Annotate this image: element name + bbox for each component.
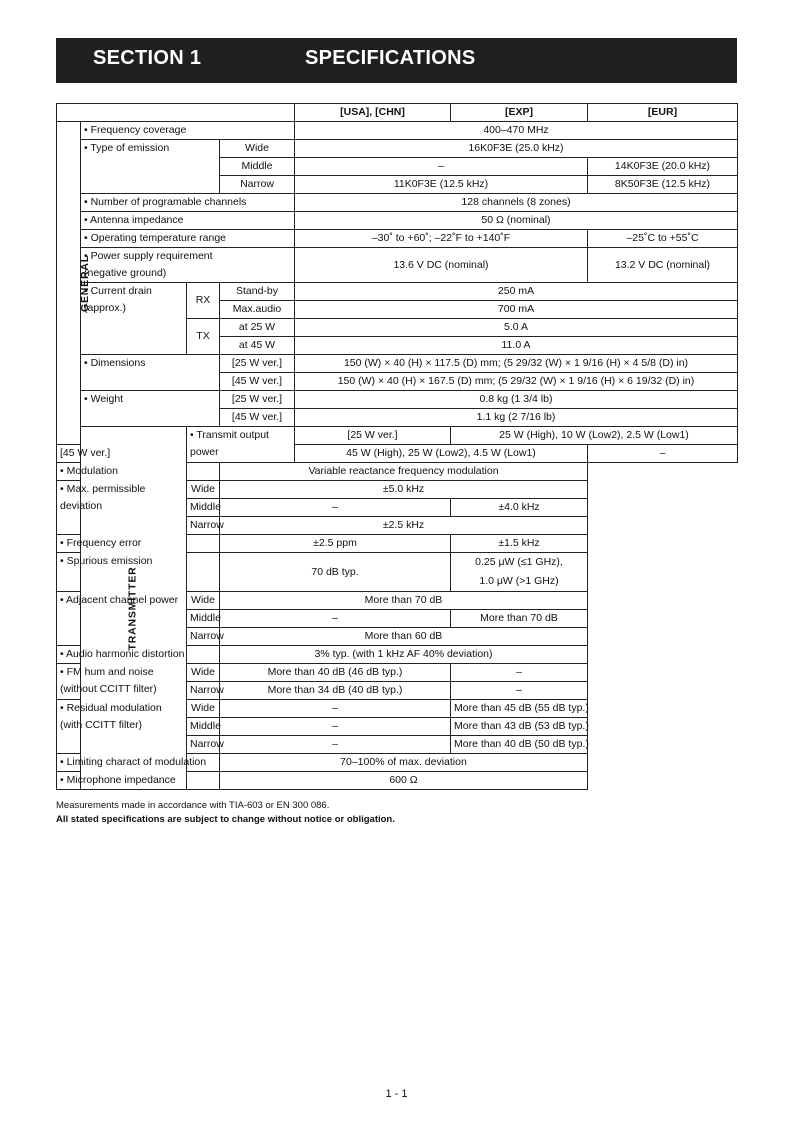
- row-value-eur: 0.25 μW (≤1 GHz), 1.0 μW (>1 GHz): [451, 553, 588, 592]
- sub-label: [45 W ver.]: [220, 373, 295, 391]
- row-label: • Limiting charact of modulation: [57, 754, 220, 772]
- tx-label: TX: [187, 319, 220, 355]
- row-value-eur: –: [451, 664, 588, 682]
- sub-label: Middle: [187, 499, 220, 517]
- table-header-row: [57, 104, 738, 122]
- col-eur: [EUR]: [588, 104, 738, 122]
- table-row: [57, 355, 738, 373]
- row-value-eur: ±4.0 kHz: [451, 499, 588, 517]
- sub-label: Middle: [187, 610, 220, 628]
- table-row: [57, 194, 738, 212]
- row-label: • Microphone impedance: [57, 772, 220, 790]
- row-label: • Frequency coverage: [81, 122, 295, 140]
- table-row: [57, 463, 738, 481]
- row-value: 25 W (High), 10 W (Low2), 2.5 W (Low1): [451, 427, 738, 445]
- footnotes: [56, 799, 395, 827]
- table-row: [57, 122, 738, 140]
- row-value: 13.6 V DC (nominal): [295, 248, 588, 283]
- row-value: 250 mA: [295, 283, 738, 301]
- row-value: More than 34 dB (40 dB typ.): [220, 682, 451, 700]
- table-row: [57, 427, 738, 445]
- table-row: [57, 535, 738, 553]
- row-label: • Transmit output power: [187, 427, 295, 463]
- row-value: 400–470 MHz: [295, 122, 738, 140]
- table-row: [57, 646, 738, 664]
- row-label: • Number of programable channels: [81, 194, 295, 212]
- row-label: • Current drain (approx.): [81, 283, 187, 355]
- table-row: [57, 664, 738, 682]
- sub-label: [25 W ver.]: [220, 391, 295, 409]
- page-number: 1 - 1: [385, 1088, 408, 1100]
- row-value: ±2.5 kHz: [220, 517, 588, 535]
- row-value: 11.0 A: [295, 337, 738, 355]
- row-value: Variable reactance frequency modulation: [220, 463, 588, 481]
- sub-label: [45 W ver.]: [220, 409, 295, 427]
- table-row: [57, 140, 738, 158]
- row-value: ±5.0 kHz: [220, 481, 588, 499]
- page-title: SPECIFICATIONS: [305, 47, 476, 69]
- row-value: –: [220, 499, 451, 517]
- row-value-eur: 14K0F3E (20.0 kHz): [588, 158, 738, 176]
- row-label: • Frequency error: [57, 535, 220, 553]
- row-label: • Power supply requirement (negative ground): [81, 248, 295, 283]
- row-value: 150 (W) × 40 (H) × 167.5 (D) mm; (5 29/32 (W) × 1 9/16 (H) × 6 19/32 (D) in): [295, 373, 738, 391]
- table-row: [57, 248, 738, 283]
- row-value: 70 dB typ.: [220, 553, 451, 592]
- table-row: [57, 481, 738, 499]
- row-label: • Audio harmonic distortion: [57, 646, 220, 664]
- sub-label: at 45 W: [220, 337, 295, 355]
- row-label: • Antenna impedance: [81, 212, 295, 230]
- rx-label: RX: [187, 283, 220, 319]
- sub-label: Narrow: [187, 517, 220, 535]
- row-value: 3% typ. (with 1 kHz AF 40% deviation): [220, 646, 588, 664]
- sub-label: Wide: [187, 481, 220, 499]
- sub-label: [25 W ver.]: [220, 355, 295, 373]
- row-value: 11K0F3E (12.5 kHz): [295, 176, 588, 194]
- row-value: More than 60 dB: [220, 628, 588, 646]
- row-label: • Operating temperature range: [81, 230, 295, 248]
- table-row: [57, 754, 738, 772]
- row-value: –: [220, 718, 451, 736]
- table-row: [57, 592, 738, 610]
- row-label: • Weight: [81, 391, 220, 427]
- row-value: 16K0F3E (25.0 kHz): [295, 140, 738, 158]
- table-row: [57, 391, 738, 409]
- row-value-eur: –: [451, 682, 588, 700]
- row-value-eur: –25˚C to +55˚C: [588, 230, 738, 248]
- row-value: 128 channels (8 zones): [295, 194, 738, 212]
- sub-label: Stand-by: [220, 283, 295, 301]
- sub-label: Middle: [187, 718, 220, 736]
- section-transmitter: TRANSMITTER: [81, 427, 187, 790]
- table-row: [57, 772, 738, 790]
- sub-label: Narrow: [187, 736, 220, 754]
- row-label: • Dimensions: [81, 355, 220, 391]
- row-value: 700 mA: [295, 301, 738, 319]
- sub-label: Narrow: [220, 176, 295, 194]
- sub-label: [45 W ver.]: [57, 445, 81, 463]
- row-label: • Adjacent channel power: [57, 592, 187, 646]
- row-value: ±2.5 ppm: [220, 535, 451, 553]
- sub-label: Wide: [220, 140, 295, 158]
- row-value: 50 Ω (nominal): [295, 212, 738, 230]
- row-label: • Type of emission: [81, 140, 220, 194]
- row-value-eur: 8K50F3E (12.5 kHz): [588, 176, 738, 194]
- table-row: [57, 700, 738, 718]
- section-number: SECTION 1: [93, 47, 202, 69]
- row-value-eur: ±1.5 kHz: [451, 535, 588, 553]
- row-label: • Residual modulation (with CCITT filter): [57, 700, 187, 754]
- row-value: 150 (W) × 40 (H) × 117.5 (D) mm; (5 29/32 (W) × 1 9/16 (H) × 4 5/8 (D) in): [295, 355, 738, 373]
- sub-label: Narrow: [187, 682, 220, 700]
- sub-label: at 25 W: [220, 319, 295, 337]
- row-value-eur: More than 40 dB (50 dB typ.): [451, 736, 588, 754]
- row-value-eur: More than 70 dB: [451, 610, 588, 628]
- row-value: 1.1 kg (2 7/16 lb): [295, 409, 738, 427]
- footnote-disclaimer: All stated specifications are subject to change without notice or obligation.: [56, 814, 395, 825]
- row-label: • Spurious emission: [57, 553, 220, 592]
- row-value-eur: 13.2 V DC (nominal): [588, 248, 738, 283]
- row-value: –: [220, 736, 451, 754]
- row-value-eur: More than 43 dB (53 dB typ.): [451, 718, 588, 736]
- row-value: 70–100% of max. deviation: [220, 754, 588, 772]
- row-value-eur: More than 45 dB (55 dB typ.): [451, 700, 588, 718]
- sub-label: [25 W ver.]: [295, 427, 451, 445]
- table-row: [57, 553, 738, 592]
- row-value: –: [220, 700, 451, 718]
- row-value: More than 40 dB (46 dB typ.): [220, 664, 451, 682]
- table-row: [57, 230, 738, 248]
- row-value: 45 W (High), 25 W (Low2), 4.5 W (Low1): [295, 445, 588, 463]
- row-value-eur: –: [588, 445, 738, 463]
- row-label: • Modulation: [57, 463, 220, 481]
- footnote-measurement: Measurements made in accordance with TIA-603 or EN 300 086.: [56, 800, 330, 811]
- row-value: More than 70 dB: [220, 592, 588, 610]
- table-row: [57, 212, 738, 230]
- section-banner: [56, 38, 737, 83]
- row-label: • FM hum and noise (without CCITT filter): [57, 664, 187, 700]
- row-value: 5.0 A: [295, 319, 738, 337]
- sub-label: Wide: [187, 664, 220, 682]
- row-value: 600 Ω: [220, 772, 588, 790]
- table-row: [57, 283, 738, 301]
- row-value: –: [295, 158, 588, 176]
- col-exp: [EXP]: [451, 104, 588, 122]
- sub-label: Max.audio: [220, 301, 295, 319]
- sub-label: Wide: [187, 700, 220, 718]
- row-value: –30˚ to +60˚; –22˚F to +140˚F: [295, 230, 588, 248]
- row-value: –: [220, 610, 451, 628]
- sub-label: Wide: [187, 592, 220, 610]
- col-usa-chn: [USA], [CHN]: [295, 104, 451, 122]
- sub-label: Narrow: [187, 628, 220, 646]
- row-label: • Max. permissible deviation: [57, 481, 187, 535]
- row-value: 0.8 kg (1 3/4 lb): [295, 391, 738, 409]
- sub-label: Middle: [220, 158, 295, 176]
- section-general: GENERAL: [57, 122, 81, 445]
- specifications-table: [56, 103, 738, 790]
